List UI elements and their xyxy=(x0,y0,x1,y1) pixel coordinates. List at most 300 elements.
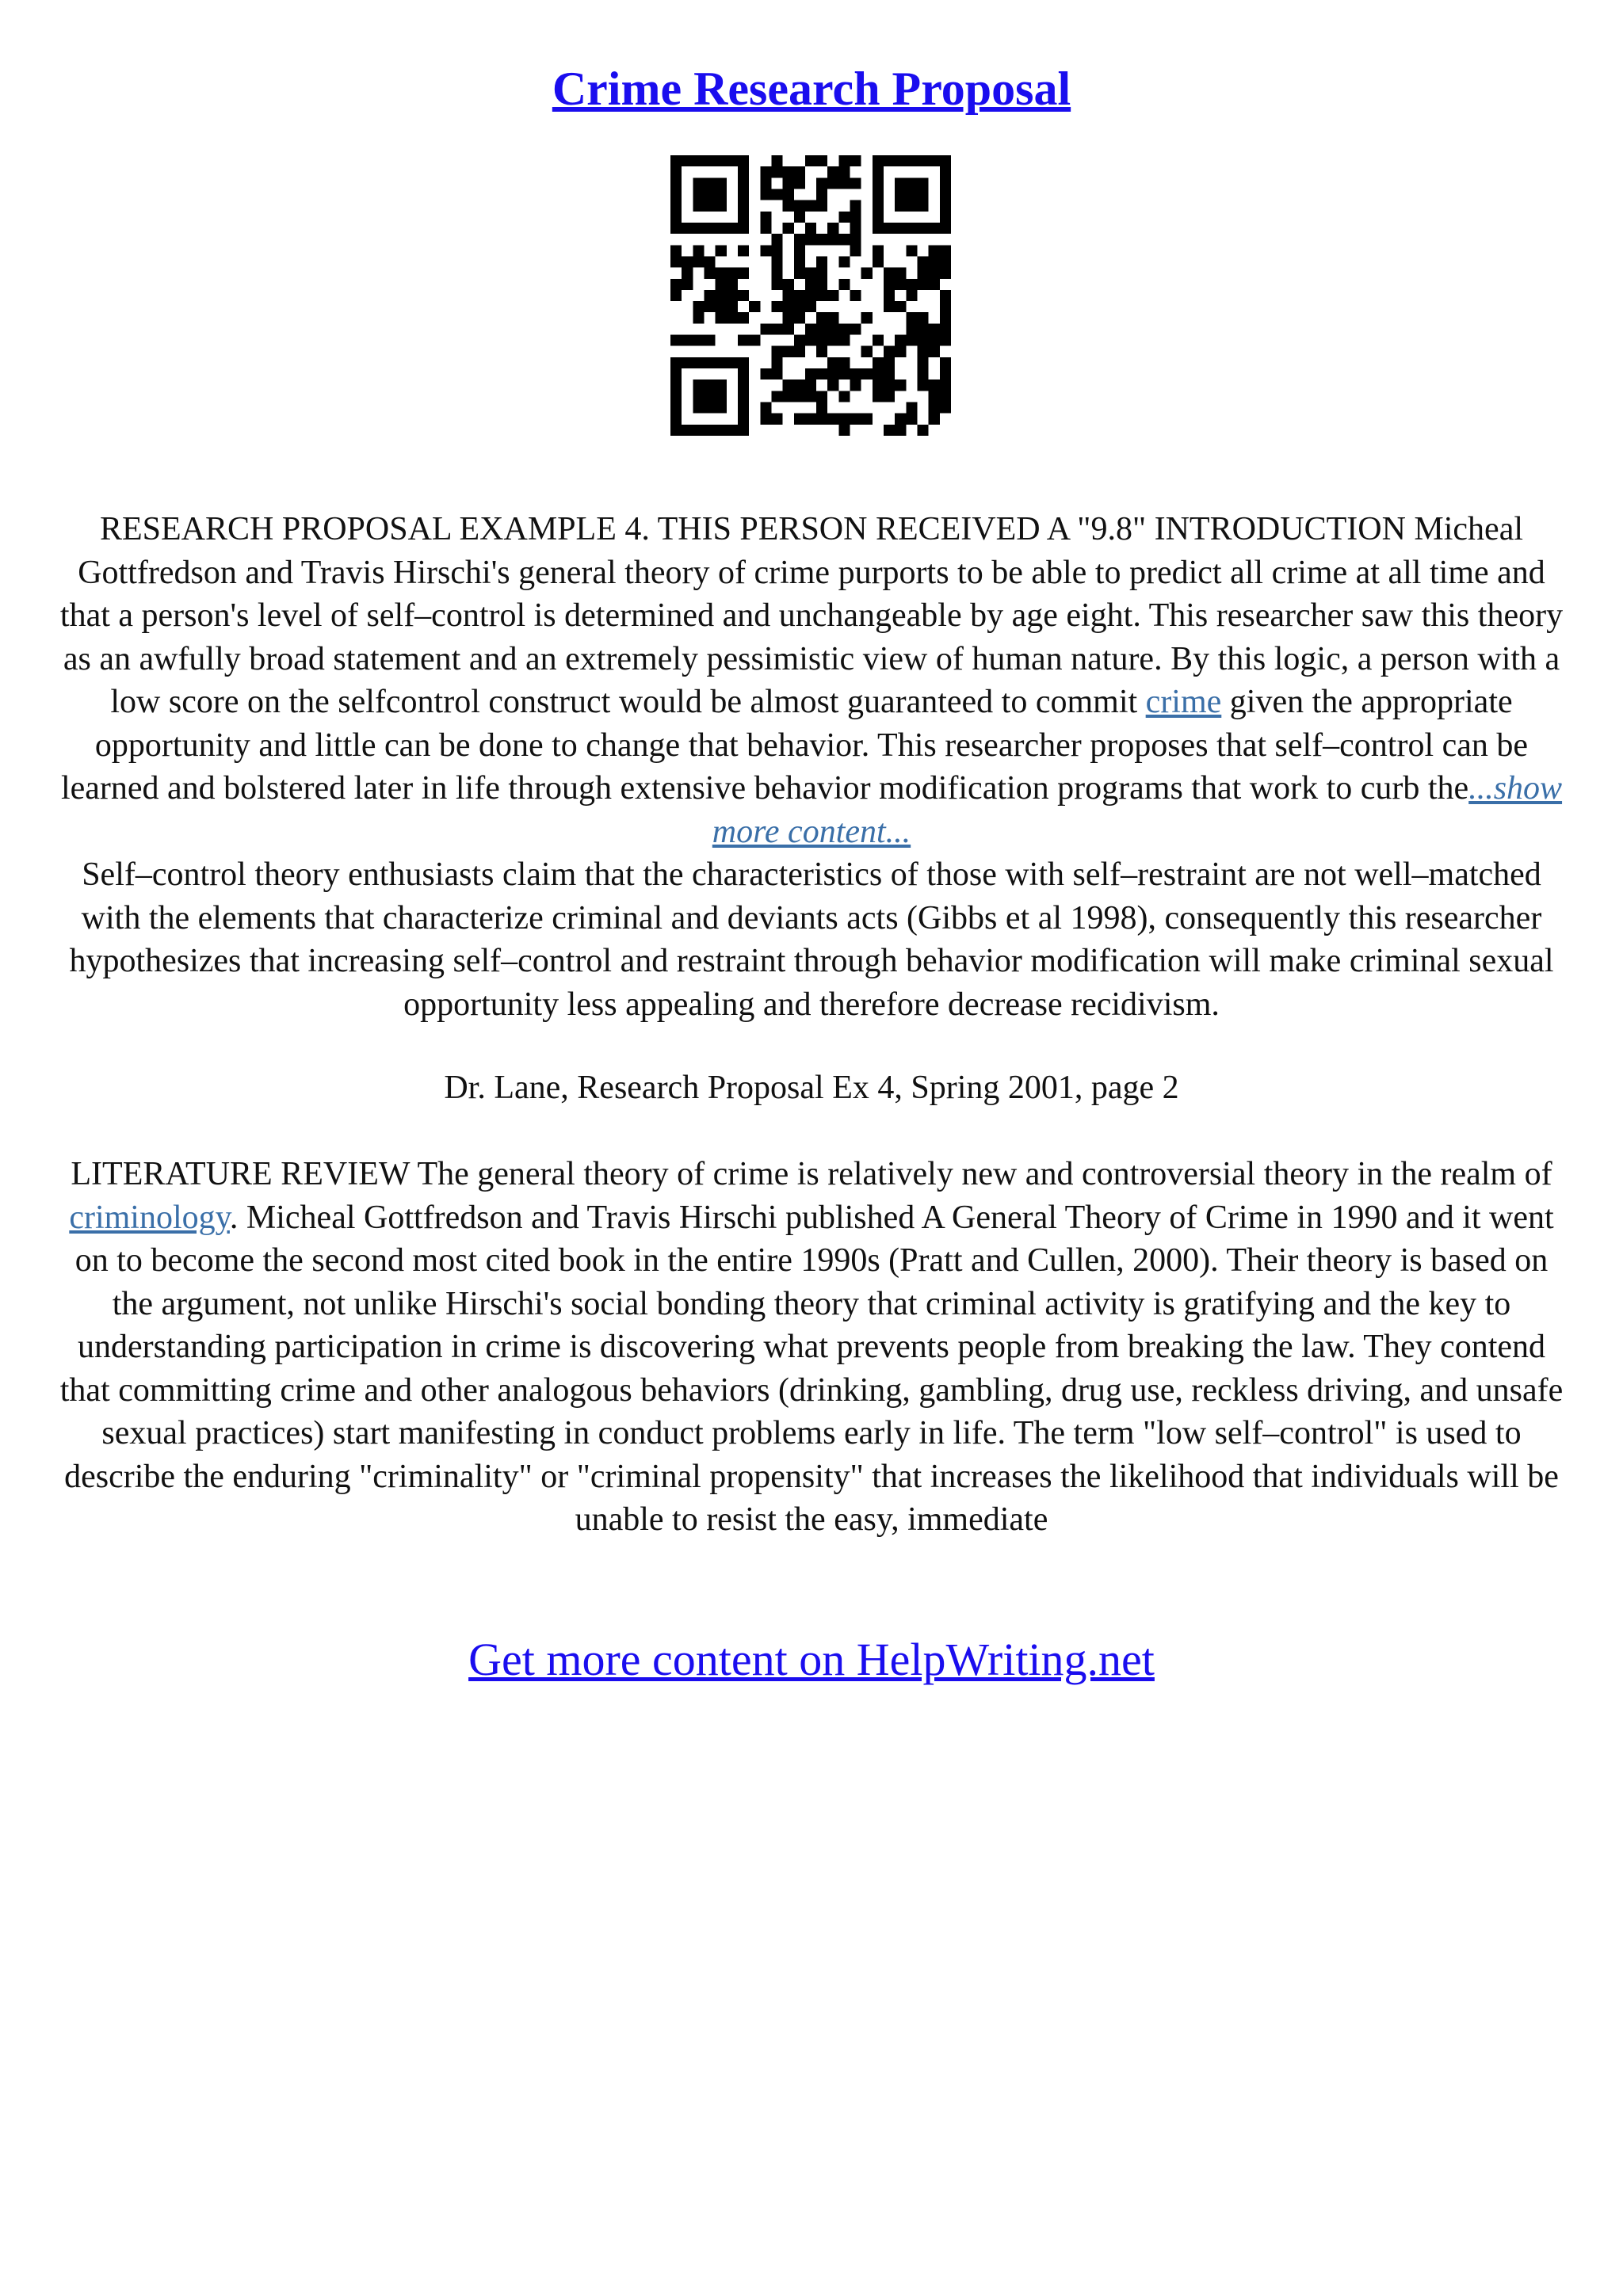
show-more-link[interactable]: ...show more content... xyxy=(712,770,1563,850)
qr-module xyxy=(693,256,704,267)
qr-module xyxy=(693,177,704,189)
qr-module xyxy=(827,368,838,379)
qr-module xyxy=(838,357,850,368)
qr-module xyxy=(861,312,873,323)
qr-module xyxy=(895,414,906,425)
qr-module xyxy=(760,177,771,189)
qr-code-icon xyxy=(670,155,951,436)
qr-module xyxy=(704,268,715,279)
qr-module xyxy=(940,368,951,379)
qr-module xyxy=(783,312,794,323)
qr-module xyxy=(727,223,738,234)
qr-module xyxy=(693,223,704,234)
qr-module xyxy=(738,177,749,189)
qr-module xyxy=(670,402,682,414)
qr-module xyxy=(704,379,715,391)
qr-module xyxy=(738,379,749,391)
qr-module xyxy=(670,368,682,379)
literature-review-paragraph xyxy=(55,1153,1568,1542)
qr-module xyxy=(704,301,715,312)
qr-module xyxy=(682,279,693,290)
qr-module xyxy=(670,379,682,391)
qr-module xyxy=(704,402,715,414)
qr-module xyxy=(693,425,704,436)
qr-module xyxy=(895,155,906,166)
qr-module xyxy=(794,312,805,323)
qr-module xyxy=(861,346,873,357)
qr-module xyxy=(838,234,850,245)
qr-module xyxy=(940,379,951,391)
qr-module xyxy=(716,155,727,166)
qr-module xyxy=(760,212,771,223)
qr-module xyxy=(906,402,917,414)
qr-module xyxy=(940,268,951,279)
qr-module xyxy=(884,223,895,234)
qr-module xyxy=(738,312,749,323)
qr-module xyxy=(906,177,917,189)
qr-module xyxy=(771,234,782,245)
qr-module xyxy=(895,346,906,357)
qr-module xyxy=(929,346,940,357)
qr-module xyxy=(805,155,816,166)
qr-module xyxy=(670,290,682,301)
qr-module xyxy=(918,379,929,391)
qr-module xyxy=(838,166,850,177)
qr-module xyxy=(918,335,929,346)
qr-module xyxy=(918,425,929,436)
qr-module xyxy=(861,414,873,425)
qr-module xyxy=(704,177,715,189)
qr-module xyxy=(850,290,861,301)
qr-module xyxy=(716,402,727,414)
qr-module xyxy=(783,279,794,290)
qr-module xyxy=(738,335,749,346)
qr-module xyxy=(816,335,827,346)
qr-module xyxy=(827,177,838,189)
qr-module xyxy=(929,223,940,234)
qr-module xyxy=(929,391,940,402)
qr-module xyxy=(873,223,884,234)
qr-module xyxy=(805,200,816,212)
qr-module xyxy=(805,268,816,279)
qr-module xyxy=(838,335,850,346)
qr-module xyxy=(850,155,861,166)
qr-module xyxy=(827,223,838,234)
qr-module xyxy=(827,335,838,346)
qr-module xyxy=(906,279,917,290)
qr-module xyxy=(884,268,895,279)
qr-module xyxy=(670,425,682,436)
qr-module xyxy=(760,166,771,177)
qr-module xyxy=(918,177,929,189)
qr-module xyxy=(884,279,895,290)
qr-module xyxy=(895,425,906,436)
qr-module xyxy=(805,290,816,301)
qr-module xyxy=(693,379,704,391)
qr-module xyxy=(738,357,749,368)
qr-module xyxy=(783,166,794,177)
qr-module xyxy=(794,391,805,402)
qr-module xyxy=(838,256,850,267)
qr-module xyxy=(727,425,738,436)
qr-module xyxy=(940,301,951,312)
qr-module xyxy=(884,425,895,436)
qr-module xyxy=(771,346,782,357)
qr-module xyxy=(738,189,749,200)
qr-module xyxy=(918,279,929,290)
qr-module xyxy=(738,425,749,436)
qr-module xyxy=(940,290,951,301)
qr-module xyxy=(716,279,727,290)
qr-module xyxy=(704,223,715,234)
qr-module xyxy=(805,279,816,290)
qr-module xyxy=(693,335,704,346)
qr-module xyxy=(906,323,917,334)
qr-module xyxy=(760,368,771,379)
qr-module xyxy=(918,312,929,323)
page-note xyxy=(55,1066,1568,1110)
qr-module xyxy=(929,256,940,267)
qr-module xyxy=(716,268,727,279)
qr-module xyxy=(693,200,704,212)
qr-module xyxy=(794,200,805,212)
qr-module xyxy=(716,223,727,234)
qr-module xyxy=(716,200,727,212)
qr-module xyxy=(861,268,873,279)
qr-module xyxy=(670,200,682,212)
qr-module xyxy=(929,335,940,346)
qr-module xyxy=(816,279,827,290)
qr-module xyxy=(850,323,861,334)
qr-module xyxy=(704,189,715,200)
qr-module xyxy=(670,357,682,368)
qr-module xyxy=(918,323,929,334)
qr-module xyxy=(816,256,827,267)
qr-module xyxy=(738,245,749,256)
qr-module xyxy=(738,290,749,301)
qr-module xyxy=(918,268,929,279)
qr-module xyxy=(929,268,940,279)
qr-module xyxy=(940,177,951,189)
qr-module xyxy=(816,323,827,334)
qr-module xyxy=(827,234,838,245)
qr-module xyxy=(918,155,929,166)
qr-module xyxy=(906,223,917,234)
qr-module xyxy=(738,166,749,177)
qr-module xyxy=(850,223,861,234)
qr-module xyxy=(929,323,940,334)
helpwriting-link[interactable]: Get more content on HelpWriting.net xyxy=(468,1634,1155,1685)
qr-module xyxy=(693,391,704,402)
qr-module xyxy=(940,312,951,323)
qr-module xyxy=(682,357,693,368)
intro-text-1: RESEARCH PROPOSAL EXAMPLE 4. THIS PERSON RECEIVED A "9.8" INTRODUCTION Micheal Gottfredson and Travis Hirschi's general theory of crime purports to be able to predict all crime at all time and that a person's level of self–control is determined and unchangeable by age eight. This researcher saw this theory as an awfully broad statement and an extremely pessimistic view of human nature. By this logic, a person with a low score on the selfcontrol construct would be almost guaranteed to commit xyxy=(59,511,1564,720)
qr-module xyxy=(838,391,850,402)
qr-module xyxy=(716,425,727,436)
qr-module xyxy=(682,268,693,279)
qr-module xyxy=(682,223,693,234)
qr-module xyxy=(771,414,782,425)
qr-module xyxy=(918,256,929,267)
qr-module xyxy=(884,391,895,402)
qr-module xyxy=(816,346,827,357)
qr-module xyxy=(704,425,715,436)
qr-module xyxy=(827,312,838,323)
qr-module xyxy=(771,368,782,379)
literature-text-2: . Micheal Gottfredson and Travis Hirschi published A General Theory of Crime in 1990 and it went on to become the second most cited book in the entire 1990s (Pratt and Cullen, 2000). Their theory is based on the argument, not unlike Hirschi's social bonding theory that criminal activity is gratifying and the key to understanding participation in crime is discovering what prevents people from breaking the law. They contend that committing crime and other analogous behaviors (drinking, gambling, drug use, reckless driving, and unsafe sexual practices) start manifesting in conduct problems early in life. The term "low self–control" is used to describe the enduring "criminality" or "criminal propensity" that increases the likelihood that individuals will be unable to resist the easy, immediate xyxy=(59,1199,1564,1538)
qr-module xyxy=(738,212,749,223)
qr-module xyxy=(884,301,895,312)
qr-module xyxy=(918,346,929,357)
qr-module xyxy=(738,223,749,234)
qr-module xyxy=(783,323,794,334)
qr-module xyxy=(929,414,940,425)
qr-module xyxy=(884,357,895,368)
qr-module xyxy=(850,200,861,212)
qr-module xyxy=(940,323,951,334)
qr-module xyxy=(738,391,749,402)
qr-module xyxy=(760,245,771,256)
qr-module xyxy=(716,177,727,189)
qr-module xyxy=(827,357,838,368)
qr-module xyxy=(838,414,850,425)
qr-module xyxy=(670,189,682,200)
qr-module xyxy=(816,189,827,200)
qr-module xyxy=(794,268,805,279)
qr-module xyxy=(816,200,827,212)
crime-link[interactable]: crime xyxy=(1145,684,1222,720)
qr-module xyxy=(771,301,782,312)
qr-module xyxy=(794,290,805,301)
qr-module xyxy=(873,357,884,368)
qr-module xyxy=(670,223,682,234)
qr-module xyxy=(771,155,782,166)
qr-module xyxy=(918,223,929,234)
qr-module xyxy=(783,379,794,391)
qr-module xyxy=(929,402,940,414)
qr-module xyxy=(738,155,749,166)
qr-module xyxy=(693,357,704,368)
qr-module xyxy=(929,245,940,256)
qr-module xyxy=(727,155,738,166)
qr-module xyxy=(816,234,827,245)
qr-module xyxy=(873,155,884,166)
qr-module xyxy=(805,379,816,391)
qr-module xyxy=(805,234,816,245)
qr-module xyxy=(738,368,749,379)
criminology-link[interactable]: criminology xyxy=(69,1199,230,1236)
qr-module xyxy=(783,177,794,189)
qr-module xyxy=(940,256,951,267)
qr-module xyxy=(850,379,861,391)
qr-module xyxy=(771,323,782,334)
qr-module xyxy=(850,177,861,189)
qr-module xyxy=(693,312,704,323)
qr-module xyxy=(940,155,951,166)
qr-module xyxy=(816,402,827,414)
qr-module xyxy=(827,290,838,301)
qr-module xyxy=(850,212,861,223)
qr-module xyxy=(805,368,816,379)
qr-module xyxy=(693,189,704,200)
qr-module xyxy=(693,301,704,312)
qr-module xyxy=(816,290,827,301)
qr-module xyxy=(895,279,906,290)
qr-module xyxy=(873,368,884,379)
qr-module xyxy=(771,189,782,200)
qr-module xyxy=(716,391,727,402)
qr-module xyxy=(906,414,917,425)
qr-module xyxy=(838,279,850,290)
qr-module xyxy=(794,414,805,425)
qr-module xyxy=(794,335,805,346)
qr-module xyxy=(783,301,794,312)
qr-module xyxy=(794,166,805,177)
qr-module xyxy=(716,290,727,301)
qr-module xyxy=(873,212,884,223)
qr-module xyxy=(850,414,861,425)
qr-module xyxy=(716,189,727,200)
qr-module xyxy=(816,391,827,402)
qr-module xyxy=(873,245,884,256)
qr-module xyxy=(704,256,715,267)
qr-module xyxy=(704,290,715,301)
qr-module xyxy=(771,279,782,290)
qr-module xyxy=(760,323,771,334)
qr-module xyxy=(816,368,827,379)
qr-module xyxy=(805,335,816,346)
qr-module xyxy=(873,166,884,177)
qr-module xyxy=(794,346,805,357)
qr-module xyxy=(929,155,940,166)
qr-module xyxy=(940,166,951,177)
qr-module xyxy=(940,391,951,402)
qr-module xyxy=(805,301,816,312)
qr-module xyxy=(760,189,771,200)
qr-module xyxy=(805,323,816,334)
qr-module xyxy=(873,335,884,346)
qr-module xyxy=(827,414,838,425)
qr-module xyxy=(704,200,715,212)
qr-module xyxy=(906,312,917,323)
qr-module xyxy=(749,335,760,346)
qr-module xyxy=(873,256,884,267)
qr-module xyxy=(816,414,827,425)
qr-module xyxy=(838,323,850,334)
qr-module xyxy=(906,200,917,212)
qr-module xyxy=(716,312,727,323)
footer xyxy=(0,1628,1623,1691)
qr-module xyxy=(895,335,906,346)
qr-module xyxy=(895,177,906,189)
qr-module xyxy=(861,368,873,379)
qr-module xyxy=(895,301,906,312)
qr-module xyxy=(794,234,805,245)
qr-module xyxy=(850,234,861,245)
intro-text-2: given the appropriate opportunity and little can be done to change that behavior. This researcher proposes that self–control can be learned and bolstered later in life through extensive behavior modification programs that work to curb the xyxy=(60,684,1529,807)
qr-module xyxy=(794,177,805,189)
qr-module xyxy=(670,391,682,402)
qr-module xyxy=(716,379,727,391)
qr-module xyxy=(805,223,816,234)
qr-module xyxy=(670,245,682,256)
qr-module xyxy=(895,268,906,279)
qr-module xyxy=(727,312,738,323)
qr-module xyxy=(738,402,749,414)
qr-module xyxy=(693,155,704,166)
qr-module xyxy=(693,402,704,414)
qr-module xyxy=(850,368,861,379)
qr-module xyxy=(716,357,727,368)
qr-module xyxy=(670,335,682,346)
qr-module xyxy=(670,177,682,189)
intro-paragraph xyxy=(55,508,1568,1026)
qr-module xyxy=(895,189,906,200)
qr-module xyxy=(682,256,693,267)
qr-module xyxy=(783,200,794,212)
title-link[interactable]: Crime Research Proposal xyxy=(552,63,1071,115)
qr-module xyxy=(906,155,917,166)
qr-module xyxy=(873,391,884,402)
qr-module xyxy=(670,212,682,223)
qr-module xyxy=(760,223,771,234)
qr-module xyxy=(794,245,805,256)
qr-module xyxy=(794,301,805,312)
qr-module xyxy=(906,245,917,256)
qr-module xyxy=(794,256,805,267)
qr-module xyxy=(682,155,693,166)
qr-module xyxy=(884,290,895,301)
qr-module xyxy=(771,268,782,279)
qr-module xyxy=(771,256,782,267)
qr-module xyxy=(906,335,917,346)
qr-module xyxy=(838,177,850,189)
qr-module xyxy=(873,200,884,212)
qr-module xyxy=(716,301,727,312)
qr-module xyxy=(682,335,693,346)
qr-module xyxy=(794,379,805,391)
qr-module xyxy=(727,279,738,290)
page-title xyxy=(0,57,1623,120)
qr-module xyxy=(838,212,850,223)
qr-module xyxy=(704,155,715,166)
qr-module xyxy=(670,166,682,177)
qr-module xyxy=(895,379,906,391)
qr-module xyxy=(805,391,816,402)
qr-module xyxy=(884,379,895,391)
qr-module xyxy=(783,391,794,402)
qr-module xyxy=(884,368,895,379)
qr-module xyxy=(827,166,838,177)
qr-module xyxy=(727,301,738,312)
qr-module xyxy=(827,323,838,334)
qr-module xyxy=(727,357,738,368)
qr-module xyxy=(805,414,816,425)
qr-module xyxy=(749,301,760,312)
qr-module xyxy=(918,368,929,379)
qr-module xyxy=(738,414,749,425)
qr-module xyxy=(929,279,940,290)
qr-module xyxy=(940,189,951,200)
qr-module xyxy=(693,245,704,256)
qr-module xyxy=(738,268,749,279)
qr-module xyxy=(760,414,771,425)
qr-module xyxy=(827,379,838,391)
qr-module xyxy=(771,357,782,368)
qr-module xyxy=(838,425,850,436)
qr-module xyxy=(895,223,906,234)
qr-module xyxy=(884,155,895,166)
